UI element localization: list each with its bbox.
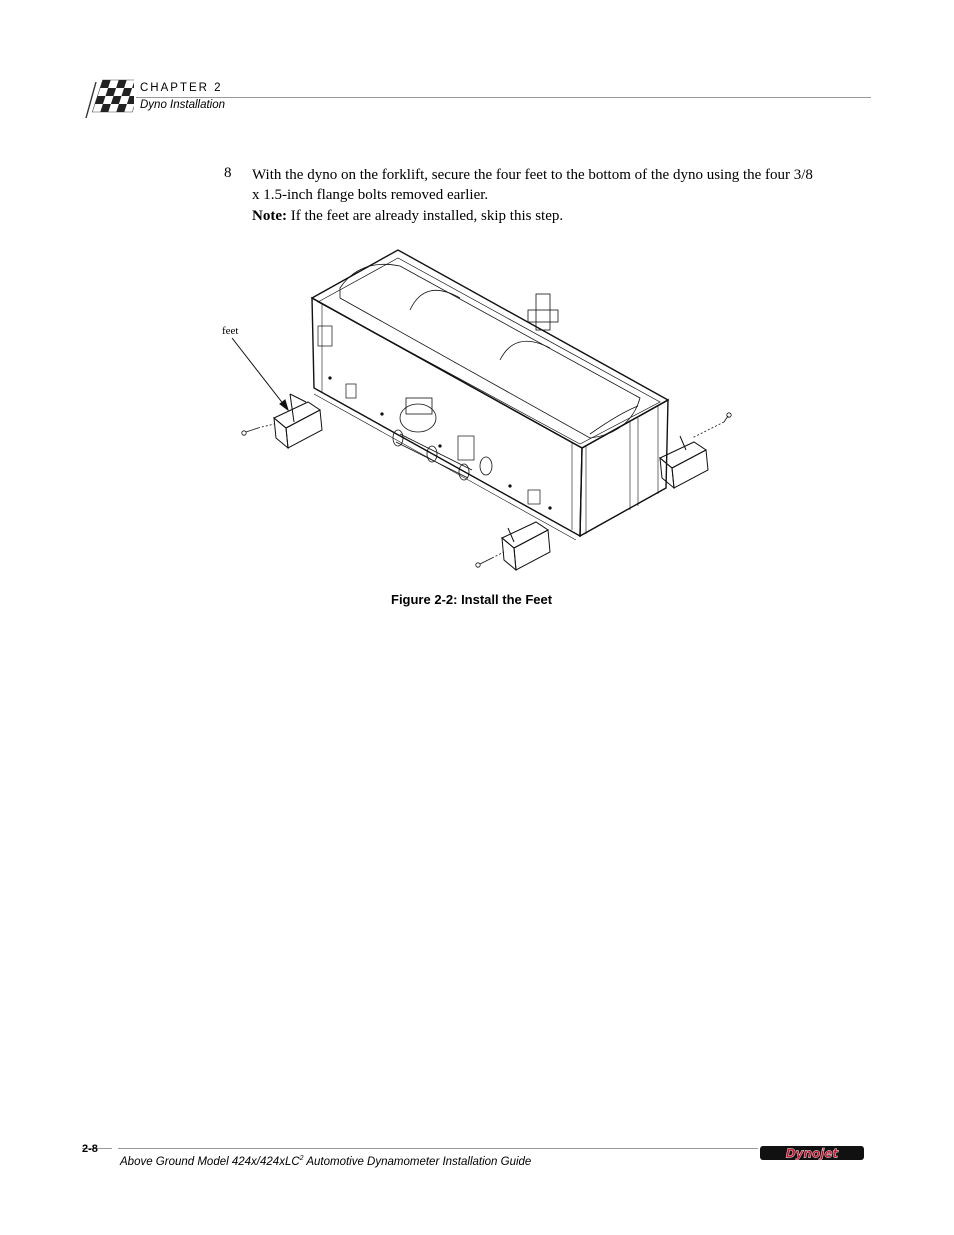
foot-left	[274, 394, 322, 448]
title-rest: Automotive Dynamometer Installation Guide	[303, 1155, 532, 1168]
dyno-rollers	[340, 264, 640, 438]
chapter-title: Dyno Installation	[140, 99, 226, 111]
dyno-feet-illustration	[210, 238, 750, 583]
footer-rule	[118, 1148, 758, 1149]
title-superscript: 2	[299, 1155, 304, 1162]
dynojet-logo	[758, 1141, 866, 1163]
step-number: 8	[224, 165, 232, 181]
callout-feet: feet	[222, 325, 239, 337]
figure-caption: Figure 2-2: Install the Feet	[391, 592, 553, 607]
callout-arrow	[232, 338, 288, 410]
title-main: Above Ground Model 424x/424xLC	[120, 1155, 300, 1168]
document-title	[120, 1155, 531, 1168]
note	[252, 206, 822, 226]
chapter-label: CHAPTER 2	[140, 82, 223, 94]
foot-front	[502, 522, 550, 570]
brand-text: Dynojet	[785, 1146, 839, 1161]
frame-holes	[318, 326, 551, 509]
checkered-flag-logo	[82, 76, 134, 120]
brake-assembly	[393, 398, 492, 480]
note-text: If the feet are already installed, skip this step.	[286, 208, 564, 224]
note-label: Note:	[252, 208, 287, 224]
header-rule	[136, 97, 871, 98]
page-number: 2-8	[82, 1143, 98, 1155]
dyno-frame	[312, 250, 668, 540]
step-text: With the dyno on the forklift, secure the four feet to the bottom of the dyno using the four 3/8 x 1.5-inch flange bolts removed earlier.	[252, 167, 813, 203]
